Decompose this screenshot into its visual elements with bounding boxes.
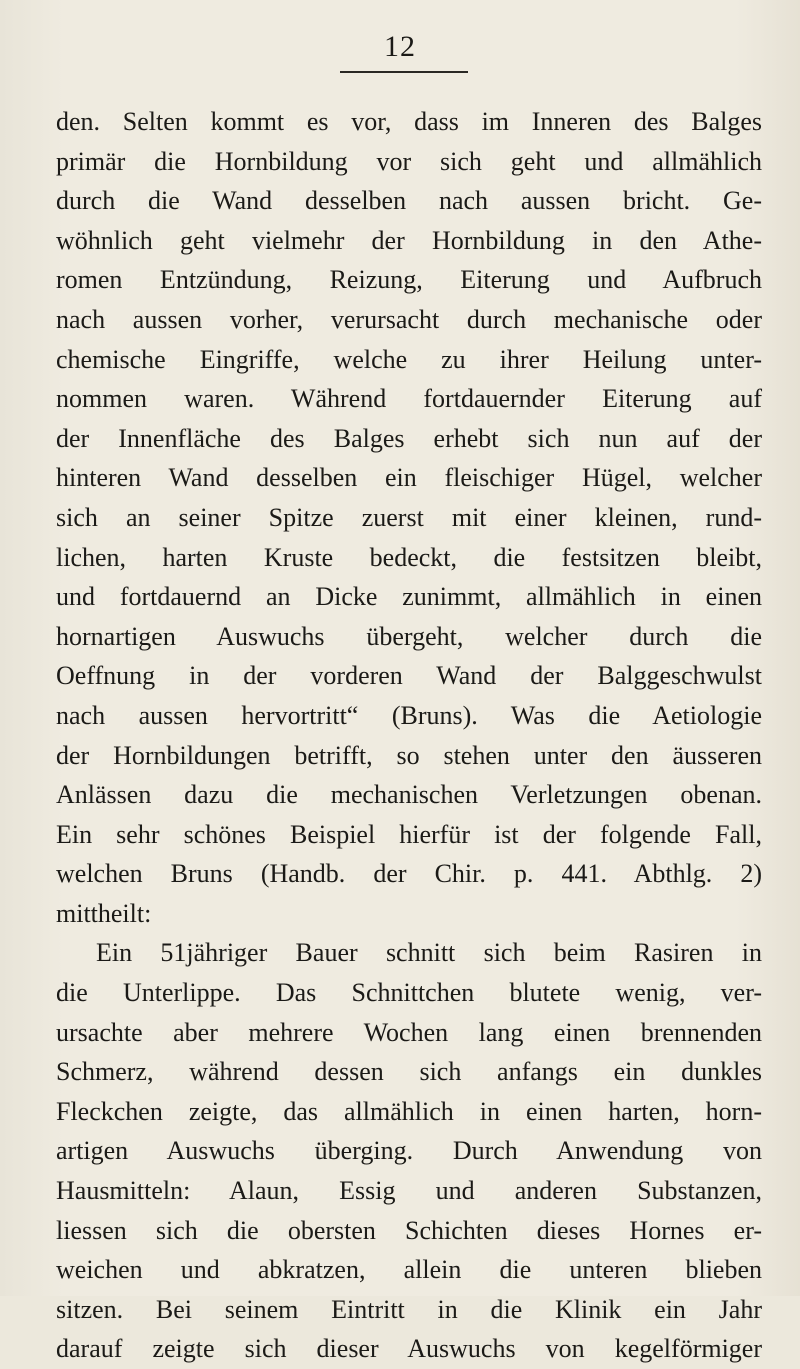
text-line: Schmerz, während dessen sich anfangs ein dunkles [56,1057,762,1087]
text-line: Fleckchen zeigte, das allmählich in einen harten, horn- [56,1096,762,1126]
text-line: artigen Auswuchs überging. Durch Anwendung von [56,1136,762,1166]
text-line: welchen Bruns (Handb. der Chir. p. 441. Abthlg. 2) [56,859,762,889]
text-line: mittheilt: [56,898,152,928]
header-rule [340,71,468,73]
text-line: hinteren Wand desselben ein fleischiger Hügel, welcher [56,463,762,493]
text-line: chemische Eingriffe, welche zu ihrer Heilung unter- [56,344,762,374]
text-line: Hausmitteln: Alaun, Essig und anderen Substanzen, [56,1176,762,1206]
text-line: primär die Hornbildung vor sich geht und allmählich [56,146,762,176]
text-line: Ein 51jähriger Bauer schnitt sich beim Rasiren in [96,938,762,968]
text-line: die Unterlippe. Das Schnittchen blutete wenig, ver- [56,978,762,1008]
text-line: weichen und abkratzen, allein die unteren blieben [56,1255,762,1285]
text-line: lichen, harten Kruste bedeckt, die festsitzen bleibt, [56,542,762,572]
text-line: Anlässen dazu die mechanischen Verletzungen obenan. [56,780,762,810]
text-line: sich an seiner Spitze zuerst mit einer kleinen, rund- [56,502,762,532]
text-line: nach aussen hervortritt“ (Bruns). Was die Aetiologie [56,700,762,730]
text-line: und fortdauernd an Dicke zunimmt, allmählich in einen [56,582,762,612]
body-text [56,102,762,1369]
text-line: den. Selten kommt es vor, dass im Inneren des Balges [56,107,762,136]
text-line: Oeffnung in der vorderen Wand der Balggeschwulst [56,661,762,691]
text-line: der Hornbildungen betrifft, so stehen unter den äusseren [56,740,762,770]
text-line: liessen sich die obersten Schichten dieses Hornes er- [56,1215,762,1245]
text-line: sitzen. Bei seinem Eintritt in die Klinik ein Jahr [56,1294,762,1324]
text-line: darauf zeigte sich dieser Auswuchs von kegelförmiger [56,1334,762,1364]
text-line: nach aussen vorher, verursacht durch mechanische oder [56,304,762,334]
text-line: durch die Wand desselben nach aussen bricht. Ge- [56,186,762,216]
text-line: wöhnlich geht vielmehr der Hornbildung in den Athe- [56,225,762,255]
text-line: romen Entzündung, Reizung, Eiterung und Aufbruch [56,265,762,295]
text-line: nommen waren. Während fortdauernder Eiterung auf [56,384,762,414]
text-line: Ein sehr schönes Beispiel hierfür ist der folgende Fall, [56,819,762,849]
text-line: ursachte aber mehrere Wochen lang einen brennenden [56,1017,762,1047]
page-number: 12 [384,30,416,63]
text-line: der Innenfläche des Balges erhebt sich nun auf der [56,423,762,453]
text-line: hornartigen Auswuchs übergeht, welcher durch die [56,621,762,651]
